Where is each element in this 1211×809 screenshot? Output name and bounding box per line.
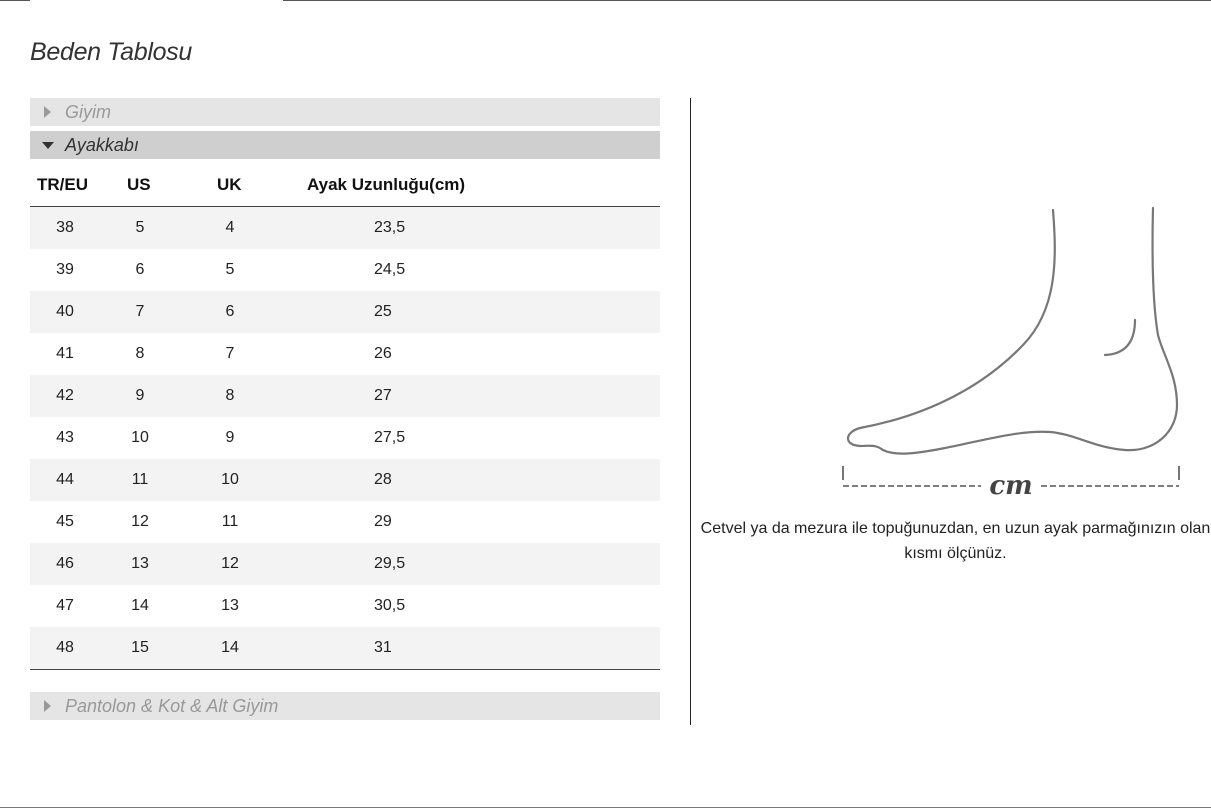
cell-foot-length: 24,5 <box>374 261 406 278</box>
cell-uk: 9 <box>225 429 235 446</box>
column-header-uk: UK <box>180 163 280 207</box>
cell-uk: 4 <box>180 207 280 250</box>
unit-label: cm <box>989 471 1033 500</box>
cell-us: 10 <box>131 429 149 446</box>
cell-us: 7 <box>100 291 180 333</box>
table-row <box>30 501 660 543</box>
cell-us: 11 <box>100 459 180 501</box>
bottom-rule <box>0 807 1211 808</box>
table-row <box>30 249 660 291</box>
accordion-header-ayakkabi[interactable] <box>30 131 660 159</box>
column-header-tr-eu: TR/EU <box>30 163 100 207</box>
shoe-size-table <box>30 163 660 670</box>
table-row <box>30 627 660 670</box>
table-row <box>30 585 660 627</box>
cell-foot-length: 28 <box>280 459 660 501</box>
cell-us: 12 <box>131 513 149 530</box>
column-header-foot-length: Ayak Uzunluğu(cm) <box>280 163 660 207</box>
cell-uk: 7 <box>225 345 235 362</box>
foot-outline-icon <box>848 208 1177 454</box>
table-row <box>30 333 660 375</box>
cell-uk: 11 <box>221 513 239 530</box>
table-row <box>30 291 660 333</box>
cell-foot-length: 29 <box>374 513 392 530</box>
table-row <box>30 459 660 501</box>
cell-tr-eu: 45 <box>56 513 74 530</box>
cell-foot-length: 27,5 <box>374 429 406 446</box>
cell-us: 14 <box>131 597 149 614</box>
cell-uk: 13 <box>221 597 239 614</box>
cell-foot-length: 23,5 <box>280 207 660 250</box>
cell-uk: 5 <box>225 261 235 278</box>
table-header-row <box>30 163 660 207</box>
cell-tr-eu: 38 <box>30 207 100 250</box>
top-rule-right <box>283 0 1211 1</box>
cell-tr-eu: 44 <box>30 459 100 501</box>
top-rule-left <box>0 0 30 1</box>
table-row <box>30 543 660 585</box>
cell-tr-eu: 41 <box>56 345 74 362</box>
cell-uk: 14 <box>180 627 280 670</box>
accordion-header-pantolon[interactable] <box>30 692 660 720</box>
accordion-header-giyim[interactable] <box>30 98 660 126</box>
cell-foot-length: 26 <box>374 345 392 362</box>
accordion-label-giyim: Giyim <box>65 101 111 122</box>
cell-uk: 8 <box>180 375 280 417</box>
cell-foot-length: 25 <box>280 291 660 333</box>
table-row <box>30 375 660 417</box>
cell-tr-eu: 42 <box>30 375 100 417</box>
cell-foot-length: 31 <box>280 627 660 670</box>
triangle-right-icon <box>30 700 65 712</box>
vertical-divider <box>690 98 691 725</box>
cell-tr-eu: 47 <box>56 597 74 614</box>
foot-measurement-illustration <box>835 200 1185 500</box>
cell-uk: 10 <box>180 459 280 501</box>
cell-tr-eu: 46 <box>30 543 100 585</box>
cell-us: 6 <box>135 261 145 278</box>
cell-tr-eu: 40 <box>30 291 100 333</box>
cell-foot-length: 27 <box>280 375 660 417</box>
column-header-us: US <box>100 163 180 207</box>
triangle-right-icon <box>30 106 65 118</box>
accordion-label-pantolon: Pantolon & Kot & Alt Giyim <box>65 695 279 716</box>
cell-us: 13 <box>100 543 180 585</box>
cell-tr-eu: 39 <box>56 261 74 278</box>
measurement-caption: Cetvel ya da mezura ile topuğunuzdan, en uzun ayak parmağınızın olan kısmı ölçünüz. <box>700 520 1211 562</box>
page-title: Beden Tablosu <box>30 38 192 66</box>
cell-uk: 12 <box>180 543 280 585</box>
accordion-label-ayakkabi: Ayakkabı <box>65 134 139 155</box>
cell-tr-eu: 48 <box>30 627 100 670</box>
cell-foot-length: 29,5 <box>280 543 660 585</box>
cell-foot-length: 30,5 <box>374 597 406 614</box>
table-row <box>30 417 660 459</box>
triangle-down-icon <box>30 142 65 149</box>
cell-tr-eu: 43 <box>56 429 74 446</box>
table-row <box>30 207 660 250</box>
cell-us: 15 <box>100 627 180 670</box>
cell-uk: 6 <box>180 291 280 333</box>
cell-us: 5 <box>100 207 180 250</box>
cell-us: 8 <box>135 345 145 362</box>
cell-us: 9 <box>100 375 180 417</box>
